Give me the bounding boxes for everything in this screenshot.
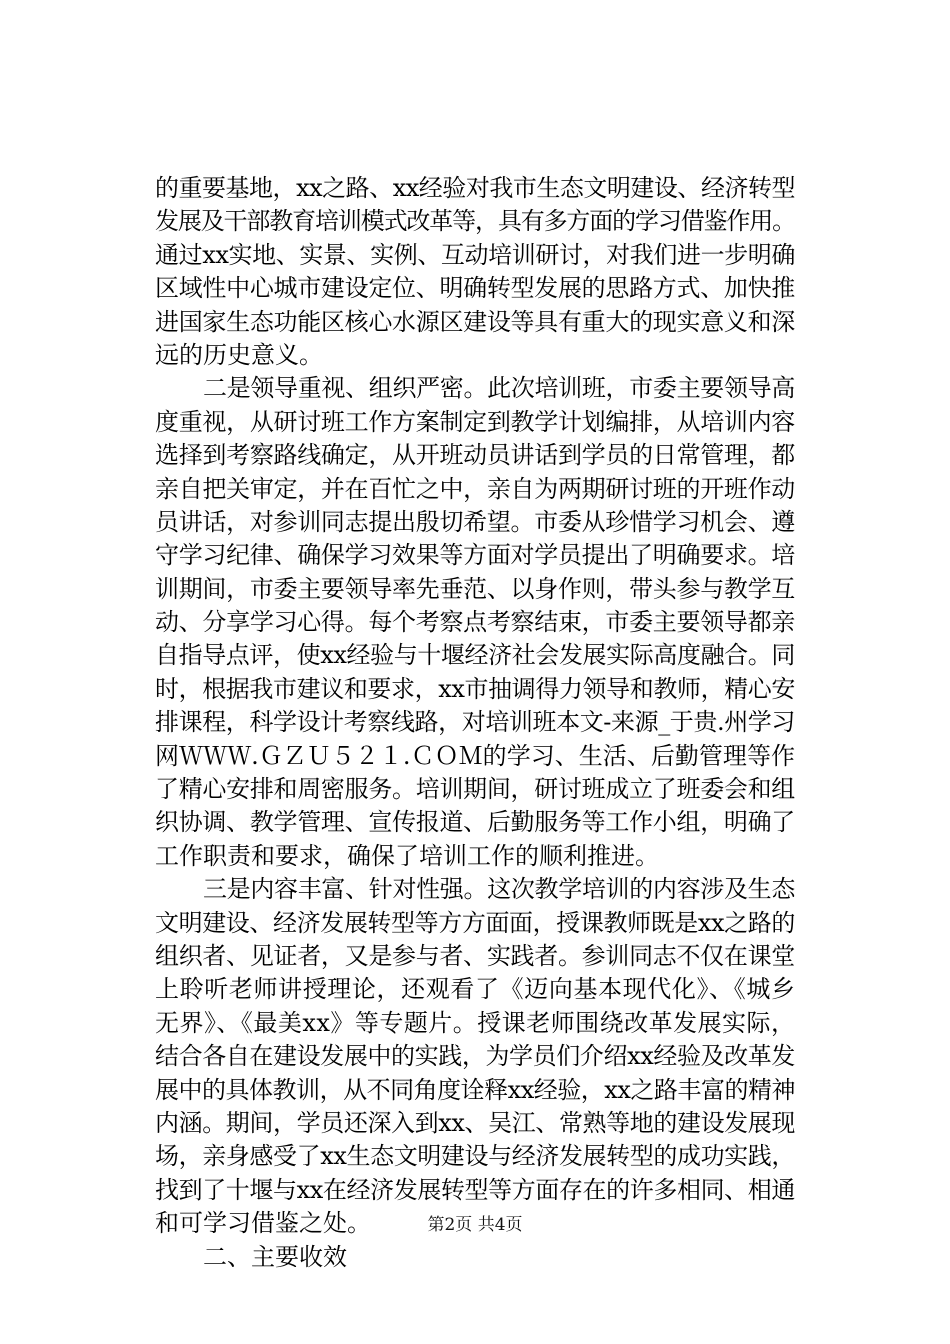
text-line: 训期间，市委主要领导率先垂范、以身作则，带头参与教学互 bbox=[155, 574, 796, 603]
text-line: 发展及干部教育培训模式改革等，具有多方面的学习借鉴作用。 bbox=[155, 207, 795, 236]
text-line: 自指导点评，使xx经验与十堰经济社会发展实际高度融合。同 bbox=[155, 641, 795, 670]
text-line: 选择到考察路线确定，从开班动员讲话到学员的日常管理，都 bbox=[155, 441, 796, 470]
text-line: 排课程，科学设计考察线路，对培训班本文-来源_于贵.州学习 bbox=[155, 708, 795, 737]
text-line: 场，亲身感受了xx生态文明建设与经济发展转型的成功实践， bbox=[155, 1142, 795, 1171]
text-line: 员讲话，对参训同志提出殷切希望。市委从珍惜学习机会、遵 bbox=[155, 507, 796, 536]
text-line: 文明建设、经济发展转型等方方面面，授课教师既是xx之路的 bbox=[155, 908, 795, 937]
text-line: 时，根据我市建议和要求，xx市抽调得力领导和教师，精心安 bbox=[155, 674, 795, 703]
text-line: 和可学习借鉴之处。 bbox=[155, 1209, 371, 1238]
text-line: 二、主要收效 bbox=[203, 1242, 347, 1271]
text-line: 内涵。期间，学员还深入到xx、吴江、常熟等地的建设发展现 bbox=[155, 1108, 795, 1137]
text-line: 展中的具体教训，从不同角度诠释xx经验，xx之路丰富的精神 bbox=[155, 1075, 795, 1104]
text-line: 网ＷＷＷ.ＧＺＵ５２１.ＣＯＭ的学习、生活、后勤管理等作 bbox=[155, 741, 796, 770]
text-line: 进国家生态功能区核心水源区建设等具有重大的现实意义和深 bbox=[155, 307, 796, 336]
text-line: 结合各自在建设发展中的实践，为学员们介绍xx经验及改革发 bbox=[155, 1042, 795, 1071]
text-line: 织协调、教学管理、宣传报道、后勤服务等工作小组，明确了 bbox=[155, 808, 796, 837]
text-line: 的重要基地，xx之路、xx经验对我市生态文明建设、经济转型 bbox=[155, 174, 795, 202]
text-line: 度重视，从研讨班工作方案制定到教学计划编排，从培训内容 bbox=[155, 407, 796, 436]
text-line: 三是内容丰富、针对性强。这次教学培训的内容涉及生态 bbox=[203, 875, 795, 904]
text-line: 远的历史意义。 bbox=[155, 340, 323, 369]
text-line: 二是领导重视、组织严密。此次培训班，市委主要领导高 bbox=[203, 374, 795, 403]
text-line: 找到了十堰与xx在经济发展转型等方面存在的许多相同、相通 bbox=[155, 1175, 795, 1204]
text-line: 区域性中心城市建设定位、明确转型发展的思路方式、加快推 bbox=[155, 274, 796, 303]
text-line: 上聆听老师讲授理论，还观看了《迈向基本现代化》、《城乡 bbox=[155, 975, 796, 1004]
page-footer: 第2页 共4页 bbox=[427, 1215, 523, 1235]
text-line: 亲自把关审定，并在百忙之中，亲自为两期研讨班的开班作动 bbox=[155, 474, 796, 503]
text-line: 工作职责和要求，确保了培训工作的顺利推进。 bbox=[155, 841, 659, 870]
text-line: 无界》、《最美xx》等专题片。授课老师围绕改革发展实际， bbox=[155, 1008, 796, 1037]
text-line: 组织者、见证者，又是参与者、实践者。参训同志不仅在课堂 bbox=[155, 941, 796, 970]
text-line: 通过xx实地、实景、实例、互动培训研讨，对我们进一步明确 bbox=[155, 240, 795, 269]
text-line: 了精心安排和周密服务。培训期间，研讨班成立了班委会和组 bbox=[155, 775, 796, 804]
text-line: 守学习纪律、确保学习效果等方面对学员提出了明确要求。培 bbox=[155, 541, 796, 570]
text-line: 动、分享学习心得。每个考察点考察结束，市委主要领导都亲 bbox=[155, 608, 796, 637]
document-body bbox=[155, 172, 795, 1274]
